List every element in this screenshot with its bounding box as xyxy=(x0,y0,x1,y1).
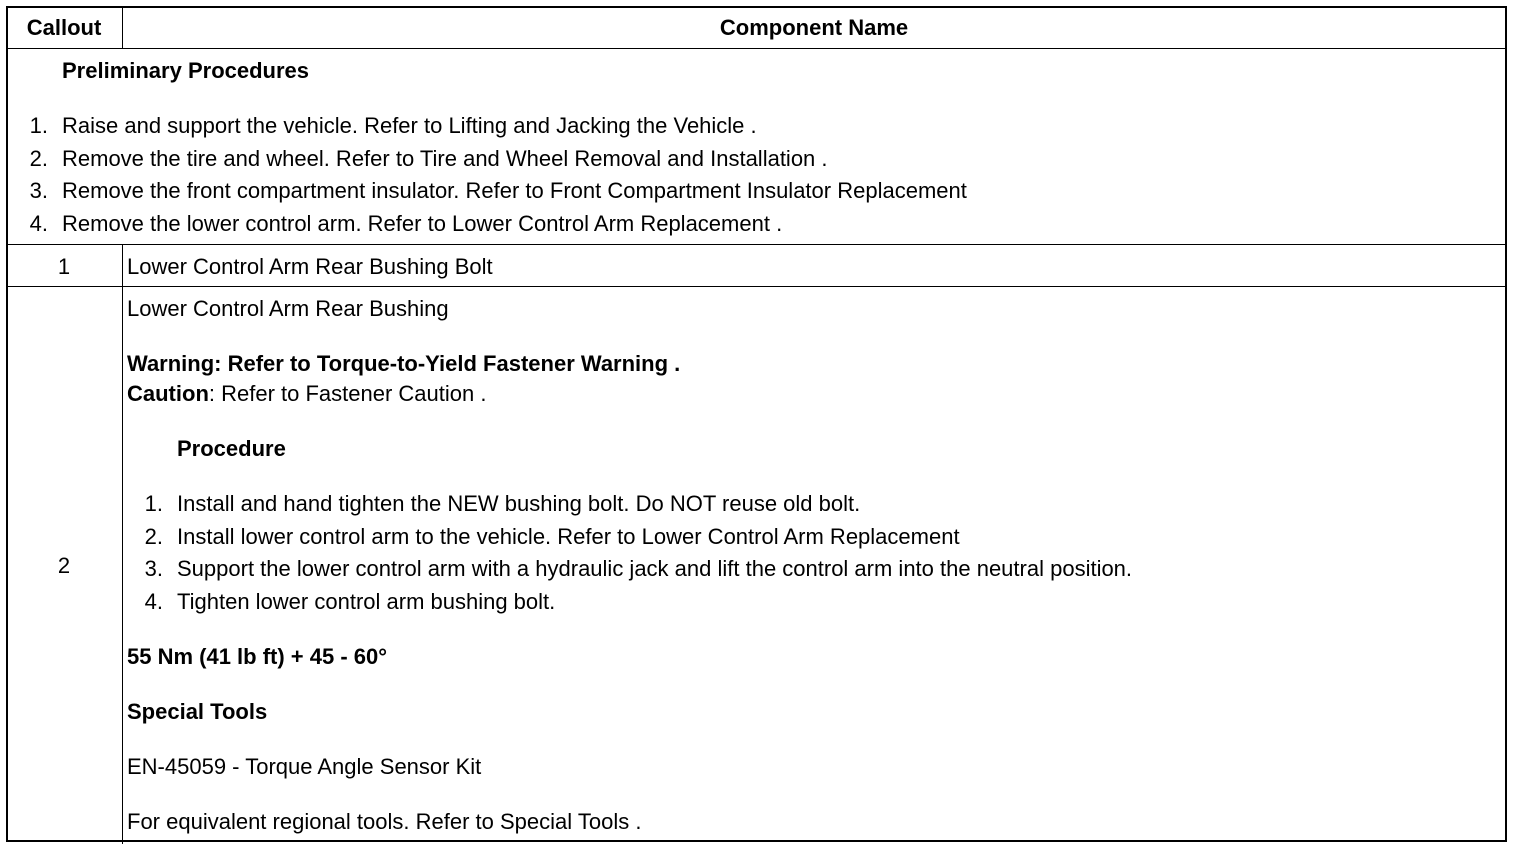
step-text: Install lower control arm to the vehicle. Refer to Lower Control Arm Replacement xyxy=(177,524,960,549)
warning-text: Warning: Refer to Torque-to-Yield Fastener Warning . xyxy=(127,351,681,376)
step-number: 4. xyxy=(29,211,48,236)
preliminary-title: Preliminary Procedures xyxy=(62,58,310,83)
caution-label: Caution xyxy=(127,381,209,406)
step-number: 1. xyxy=(144,491,163,516)
step-number: 3. xyxy=(29,178,48,203)
step-text: Install and hand tighten the NEW bushing bolt. Do NOT reuse old bolt. xyxy=(177,491,861,516)
caution-text xyxy=(127,381,486,407)
torque-spec: 55 Nm (41 lb ft) + 45 - 60° xyxy=(127,644,388,669)
preliminary-divider xyxy=(8,244,1505,245)
row1-divider xyxy=(8,286,1505,287)
callout-header: Callout xyxy=(26,15,102,40)
procedure-title: Procedure xyxy=(177,436,286,461)
special-tool-item: EN-45059 - Torque Angle Sensor Kit xyxy=(127,754,482,779)
step-number: 4. xyxy=(144,589,163,614)
procedure-step xyxy=(135,556,1132,582)
procedure-step xyxy=(135,589,555,615)
step-number: 2. xyxy=(144,524,163,549)
preliminary-step xyxy=(20,211,782,237)
step-number: 1. xyxy=(29,113,48,138)
preliminary-step xyxy=(20,178,967,204)
row2-component-name: Lower Control Arm Rear Bushing xyxy=(127,296,449,321)
row2-callout: 2 xyxy=(57,553,71,578)
step-number: 2. xyxy=(29,146,48,171)
step-number: 3. xyxy=(144,556,163,581)
preliminary-step xyxy=(20,146,828,172)
step-text: Remove the front compartment insulator. Refer to Front Compartment Insulator Replacement xyxy=(62,178,967,203)
equivalent-tools-note: For equivalent regional tools. Refer to Special Tools . xyxy=(127,809,642,834)
step-text: Tighten lower control arm bushing bolt. xyxy=(177,589,556,614)
step-text: Remove the lower control arm. Refer to Lower Control Arm Replacement . xyxy=(62,211,783,236)
preliminary-step xyxy=(20,113,757,139)
row1-callout: 1 xyxy=(57,254,71,279)
column-divider-body xyxy=(122,244,123,844)
procedure-step xyxy=(135,524,960,550)
caution-body: : Refer to Fastener Caution . xyxy=(208,381,487,406)
step-text: Remove the tire and wheel. Refer to Tire and Wheel Removal and Installation . xyxy=(62,146,828,171)
row1-component-name: Lower Control Arm Rear Bushing Bolt xyxy=(127,254,493,279)
component-name-header: Component Name xyxy=(719,15,909,40)
step-text: Support the lower control arm with a hydraulic jack and lift the control arm into the neutral position. xyxy=(177,556,1133,581)
procedure-step xyxy=(135,491,860,517)
special-tools-title: Special Tools xyxy=(127,699,268,724)
step-text: Raise and support the vehicle. Refer to Lifting and Jacking the Vehicle . xyxy=(62,113,757,138)
header-divider xyxy=(8,48,1505,49)
